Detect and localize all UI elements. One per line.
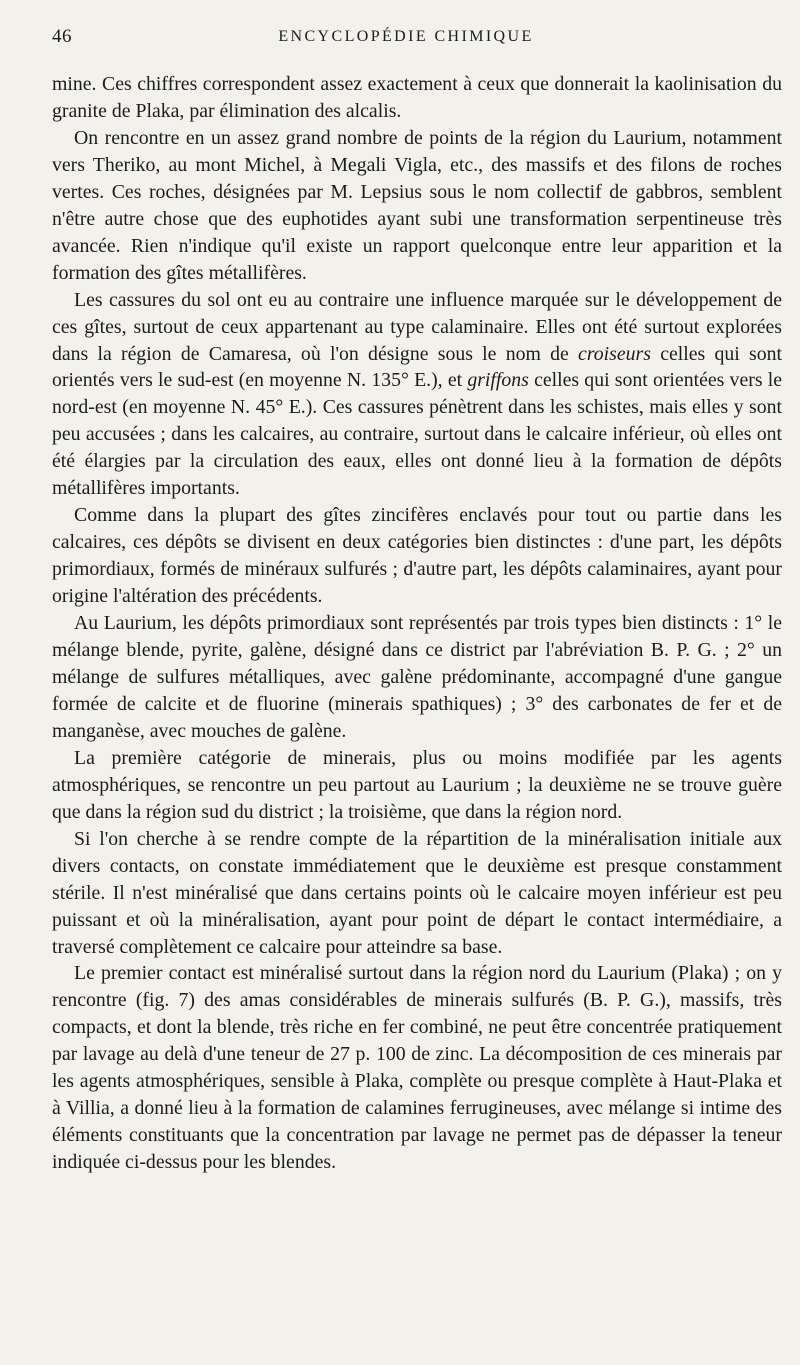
- cassures-text-3: celles qui sont orientées vers le nord-est (en moyenne N. 45° E.). Ces cassures pénètrent dans les schistes, mais elles y sont peu accusées ; dans les calcaires, au contraire, surtout dans le calcaire inférieur, où elles ont été élargies par la circulation des eaux, elles ont donné lieu à la formation de dépôts métallifères importants.: [52, 369, 782, 500]
- body-text: [52, 71, 782, 1176]
- page-number: 46: [52, 26, 72, 47]
- paragraph-categories: Comme dans la plupart des gîtes zincifères enclavés pour tout ou partie dans les calcaires, ces dépôts se divisent en deux catégories bien distinctes : d'une part, les dépôts primordiaux, formés de minéraux sulfurés ; d'autre part, les dépôts calaminaires, ayant pour origine l'altération des précédents.: [52, 504, 782, 608]
- paragraph-premiere-categorie: La première catégorie de minerais, plus ou moins modifiée par les agents atmosphériques, se rencontre un peu partout au Laurium ; la deuxième ne se trouve guère que dans la région sud du district ; la troisième, que dans la région nord.: [52, 746, 782, 823]
- term-croiseurs: croiseurs: [578, 342, 651, 365]
- paragraph-premier-contact: Le premier contact est minéralisé surtout dans la région nord du Laurium (Plaka) ; on y rencontre (fig. 7) des amas considérables de minerais sulfurés (B. P. G.), massifs, très compacts, et dont la blende, très riche en fer combiné, ne peut être concentrée pratiquement par lavage au delà d'une teneur de 27 p. 100 de zinc. La décomposition de ces minerais par les agents atmosphériques, sensible à Plaka, complète ou presque complète à Haut-Plaka et à Villia, a donné lieu à la formation de calamines ferrugineuses, avec mélange si intime des éléments constituants que la concentration par lavage ne permet pas de dépasser la teneur indiquée ci-dessus pour les blendes.: [52, 962, 782, 1174]
- paragraph-roches-vertes: On rencontre en un assez grand nombre de points de la région du Laurium, notamment vers Theriko, au mont Michel, à Megali Vigla, etc., des massifs et des filons de roches vertes. Ces roches, désignées par M. Lepsius sous le nom collectif de gabbros, semblent n'être autre chose que des euphotides ayant subi une transformation serpentineuse très avancée. Rien n'indique qu'il existe un rapport quelconque entre leur apparition et la formation des gîtes métallifères.: [52, 126, 782, 284]
- term-griffons: griffons: [467, 369, 529, 392]
- running-title: ENCYCLOPÉDIE CHIMIQUE: [278, 28, 534, 45]
- paragraph-kaolinisation: mine. Ces chiffres correspondent assez exactement à ceux que donnerait la kaolinisation du granite de Plaka, par élimination des alcalis.: [52, 73, 782, 122]
- cassures-text-1: Les cassures du sol ont eu au contraire une influence marquée sur le développement de ces gîtes, surtout de ceux appartenant au type calaminaire. Elles ont été surtout explorées dans la région de Camaresa, où l'on désigne sous le nom de: [52, 288, 782, 365]
- running-head: [52, 26, 760, 54]
- paragraph-depots-primordiaux: Au Laurium, les dépôts primordiaux sont représentés par trois types bien distincts : 1° le mélange blende, pyrite, galène, désigné dans ce district par l'abréviation B. P. G. ; 2° un mélange de sulfures métalliques, avec galène prédominante, accompagné d'une gangue formée de calcite et de fluorine (minerais spathiques) ; 3° des carbonates de fer et de manganèse, avec mouches de galène.: [52, 612, 782, 742]
- paragraph-repartition: Si l'on cherche à se rendre compte de la répartition de la minéralisation initiale aux divers contacts, on constate immédiatement que le deuxième est presque constamment stérile. Il n'est minéralisé que dans certains points où le calcaire moyen inférieur est peu puissant et où la minéralisation, ayant pour point de départ le contact intermédiaire, a traversé complètement ce calcaire pour atteindre sa base.: [52, 827, 782, 958]
- cassures-text-2: celles qui sont orientés vers le sud-est (en moyenne N. 135° E.), et: [52, 342, 782, 392]
- paragraph-cassures: [52, 287, 782, 503]
